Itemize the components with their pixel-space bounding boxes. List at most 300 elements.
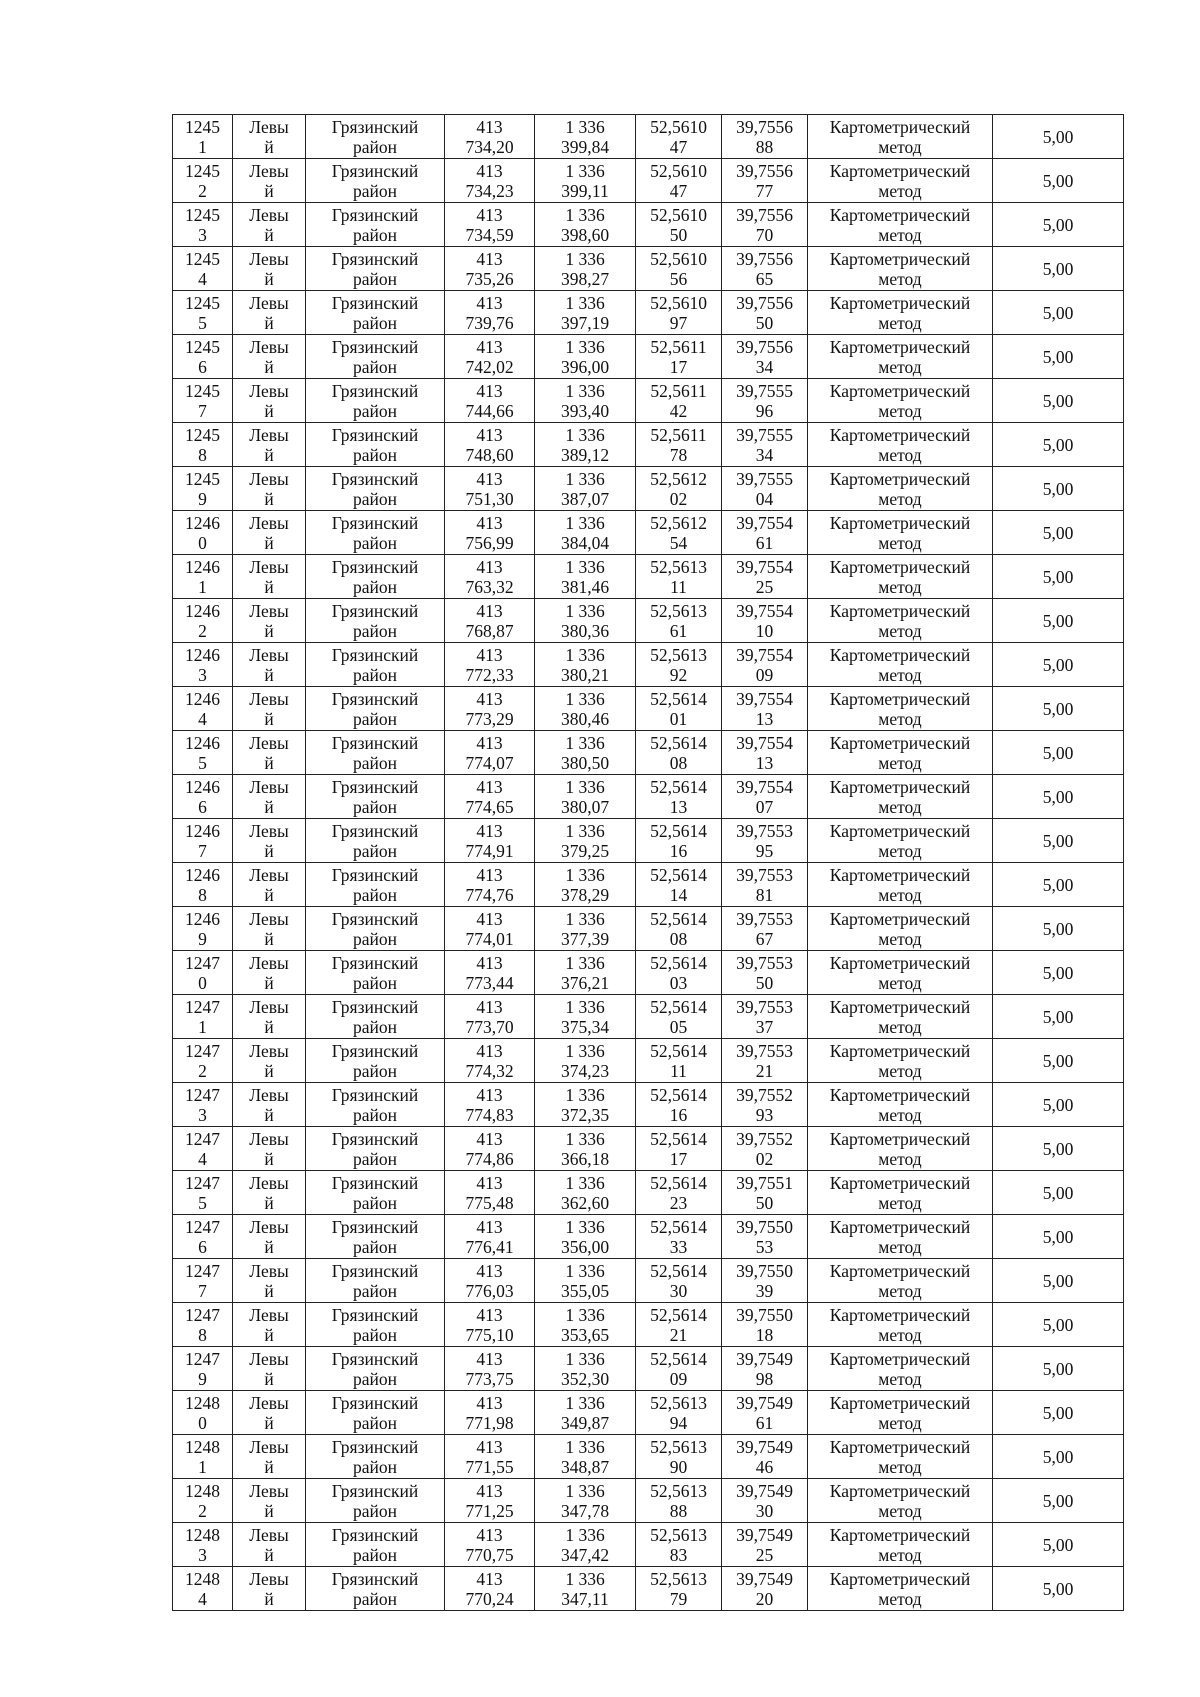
side-cell-line: й: [264, 181, 274, 201]
y-coordinate-cell-line: 374,23: [560, 1061, 610, 1081]
latitude-cell-line: 09: [669, 1369, 688, 1389]
x-coordinate-cell: [445, 951, 535, 995]
method-cell-line: метод: [878, 1149, 922, 1169]
y-coordinate-cell: [535, 599, 636, 643]
point-number-cell: [173, 423, 233, 467]
y-coordinate-cell-line: 393,40: [560, 401, 610, 421]
district-cell-line: Грязинский: [331, 469, 419, 489]
x-coordinate-cell-line: 774,65: [465, 797, 514, 817]
longitude-cell: [722, 1171, 808, 1215]
method-cell-line: метод: [878, 1545, 922, 1565]
latitude-cell: [636, 203, 722, 247]
latitude-cell-line: 52,5614: [650, 1129, 707, 1149]
latitude-cell-line: 52,5611: [650, 337, 707, 357]
y-coordinate-cell: [535, 247, 636, 291]
side-cell: [233, 1303, 306, 1347]
district-cell-line: район: [353, 137, 397, 157]
longitude-cell-line: 39,7549: [736, 1569, 793, 1589]
x-coordinate-cell-line: 413: [476, 1525, 503, 1545]
latitude-cell: [636, 555, 722, 599]
x-coordinate-cell-line: 413: [476, 205, 503, 225]
y-coordinate-cell: [535, 731, 636, 775]
x-coordinate-cell-line: 774,83: [465, 1105, 514, 1125]
district-cell-line: Грязинский: [331, 337, 419, 357]
side-cell: [233, 247, 306, 291]
latitude-cell: [636, 1391, 722, 1435]
side-cell-line: Левы: [249, 689, 289, 709]
point-number-cell: [173, 467, 233, 511]
district-cell: [306, 1479, 445, 1523]
point-number-cell-line: 1247: [185, 1217, 220, 1237]
district-cell-line: район: [353, 445, 397, 465]
side-cell-line: Левы: [249, 1129, 289, 1149]
district-cell-line: Грязинский: [331, 777, 419, 797]
x-coordinate-cell: [445, 731, 535, 775]
point-number-cell-line: 1246: [185, 777, 220, 797]
table-row: [173, 335, 1124, 379]
x-coordinate-cell-line: 773,29: [465, 709, 514, 729]
point-number-cell: [173, 643, 233, 687]
point-number-cell-line: 6: [198, 1237, 207, 1257]
x-coordinate-cell-line: 413: [476, 733, 503, 753]
longitude-cell-line: 53: [755, 1237, 774, 1257]
side-cell-line: Левы: [249, 249, 289, 269]
side-cell: [233, 511, 306, 555]
latitude-cell: [636, 467, 722, 511]
y-coordinate-cell-line: 380,46: [560, 709, 610, 729]
method-cell-line: Картометрический: [829, 1261, 971, 1281]
method-cell-line: Картометрический: [829, 205, 971, 225]
side-cell-line: Левы: [249, 601, 289, 621]
district-cell: [306, 1127, 445, 1171]
point-number-cell: [173, 775, 233, 819]
method-cell-line: метод: [878, 1105, 922, 1125]
longitude-cell-line: 39,7550: [736, 1261, 793, 1281]
side-cell-line: й: [264, 489, 274, 509]
x-coordinate-cell: [445, 1215, 535, 1259]
method-cell-line: Картометрический: [829, 1173, 971, 1193]
method-cell-line: метод: [878, 929, 922, 949]
latitude-cell-line: 52,5614: [650, 1085, 707, 1105]
district-cell-line: район: [353, 621, 397, 641]
latitude-cell-line: 52,5614: [650, 1173, 707, 1193]
method-cell: [808, 687, 993, 731]
y-coordinate-cell: [535, 1391, 636, 1435]
y-coordinate-cell: [535, 1083, 636, 1127]
district-cell: [306, 203, 445, 247]
x-coordinate-cell: [445, 819, 535, 863]
latitude-cell-line: 97: [669, 313, 688, 333]
latitude-cell-line: 01: [669, 709, 688, 729]
method-cell: [808, 379, 993, 423]
longitude-cell-line: 95: [755, 841, 774, 861]
x-coordinate-cell-line: 773,75: [465, 1369, 514, 1389]
longitude-cell-line: 30: [755, 1501, 774, 1521]
side-cell-line: й: [264, 225, 274, 245]
method-cell-line: Картометрический: [829, 1129, 971, 1149]
district-cell: [306, 599, 445, 643]
y-coordinate-cell-line: 380,07: [560, 797, 610, 817]
longitude-cell-line: 61: [755, 533, 774, 553]
method-cell-line: метод: [878, 885, 922, 905]
point-number-cell: [173, 1435, 233, 1479]
district-cell: [306, 1567, 445, 1611]
y-coordinate-cell: [535, 423, 636, 467]
district-cell: [306, 687, 445, 731]
method-cell-line: метод: [878, 1325, 922, 1345]
longitude-cell: [722, 643, 808, 687]
x-coordinate-cell: [445, 775, 535, 819]
side-cell-line: й: [264, 445, 274, 465]
x-coordinate-cell-line: 413: [476, 1569, 503, 1589]
district-cell: [306, 115, 445, 159]
side-cell-line: й: [264, 973, 274, 993]
latitude-cell-line: 52,5613: [650, 1437, 707, 1457]
point-number-cell-line: 2: [198, 621, 207, 641]
longitude-cell: [722, 247, 808, 291]
y-coordinate-cell-line: 1 336: [565, 513, 605, 533]
method-cell: [808, 1039, 993, 1083]
x-coordinate-cell-line: 413: [476, 997, 503, 1017]
latitude-cell-line: 52,5614: [650, 689, 707, 709]
point-number-cell-line: 4: [198, 709, 207, 729]
side-cell-line: Левы: [249, 997, 289, 1017]
latitude-cell: [636, 731, 722, 775]
point-number-cell-line: 1248: [185, 1481, 220, 1501]
district-cell-line: Грязинский: [331, 1481, 419, 1501]
side-cell: [233, 731, 306, 775]
district-cell-line: район: [353, 181, 397, 201]
point-number-cell-line: 6: [198, 797, 207, 817]
point-number-cell-line: 1247: [185, 1349, 220, 1369]
side-cell: [233, 643, 306, 687]
table-row: [173, 1215, 1124, 1259]
y-coordinate-cell-line: 381,46: [560, 577, 610, 597]
district-cell-line: Грязинский: [331, 1437, 419, 1457]
x-coordinate-cell-line: 756,99: [465, 533, 514, 553]
table-row: [173, 995, 1124, 1039]
side-cell-line: й: [264, 313, 274, 333]
district-cell-line: Грязинский: [331, 117, 419, 137]
method-cell: [808, 1083, 993, 1127]
method-cell: [808, 1523, 993, 1567]
y-coordinate-cell-line: 356,00: [560, 1237, 610, 1257]
x-coordinate-cell-line: 771,98: [465, 1413, 514, 1433]
x-coordinate-cell-line: 774,76: [465, 885, 514, 905]
longitude-cell-line: 39,7549: [736, 1481, 793, 1501]
table-row: [173, 819, 1124, 863]
longitude-cell-line: 09: [755, 665, 774, 685]
method-cell: [808, 247, 993, 291]
longitude-cell: [722, 1523, 808, 1567]
longitude-cell-line: 39,7553: [736, 821, 793, 841]
side-cell-line: Левы: [249, 1085, 289, 1105]
latitude-cell-line: 05: [669, 1017, 688, 1037]
latitude-cell: [636, 819, 722, 863]
y-coordinate-cell: [535, 467, 636, 511]
latitude-cell: [636, 1479, 722, 1523]
side-cell-line: Левы: [249, 1261, 289, 1281]
district-cell: [306, 247, 445, 291]
side-cell: [233, 423, 306, 467]
x-coordinate-cell-line: 776,41: [465, 1237, 514, 1257]
precision-cell: 5,00: [993, 863, 1124, 907]
y-coordinate-cell-line: 1 336: [565, 381, 605, 401]
precision-cell: 5,00: [993, 203, 1124, 247]
point-number-cell: [173, 1523, 233, 1567]
latitude-cell: [636, 159, 722, 203]
method-cell: [808, 467, 993, 511]
side-cell-line: й: [264, 1545, 274, 1565]
point-number-cell-line: 1247: [185, 1173, 220, 1193]
x-coordinate-cell-line: 413: [476, 689, 503, 709]
latitude-cell: [636, 1215, 722, 1259]
x-coordinate-cell-line: 413: [476, 865, 503, 885]
coordinates-table: [172, 114, 1124, 1611]
method-cell-line: метод: [878, 1413, 922, 1433]
side-cell-line: й: [264, 1149, 274, 1169]
latitude-cell-line: 56: [669, 269, 688, 289]
x-coordinate-cell-line: 413: [476, 953, 503, 973]
longitude-cell: [722, 907, 808, 951]
latitude-cell-line: 33: [669, 1237, 688, 1257]
table-row: [173, 863, 1124, 907]
longitude-cell-line: 70: [755, 225, 774, 245]
latitude-cell: [636, 1259, 722, 1303]
latitude-cell: [636, 423, 722, 467]
y-coordinate-cell-line: 399,11: [561, 181, 609, 201]
y-coordinate-cell-line: 1 336: [565, 733, 605, 753]
point-number-cell-line: 1245: [185, 293, 220, 313]
y-coordinate-cell-line: 1 336: [565, 293, 605, 313]
longitude-cell-line: 39,7556: [736, 205, 793, 225]
y-coordinate-cell: [535, 379, 636, 423]
side-cell: [233, 687, 306, 731]
point-number-cell-line: 3: [198, 1105, 207, 1125]
x-coordinate-cell: [445, 1127, 535, 1171]
point-number-cell-line: 1245: [185, 205, 220, 225]
x-coordinate-cell-line: 771,55: [465, 1457, 514, 1477]
y-coordinate-cell-line: 1 336: [565, 821, 605, 841]
longitude-cell-line: 02: [755, 1149, 774, 1169]
district-cell-line: Грязинский: [331, 865, 419, 885]
table-row: [173, 291, 1124, 335]
y-coordinate-cell: [535, 159, 636, 203]
district-cell-line: Грязинский: [331, 293, 419, 313]
y-coordinate-cell-line: 1 336: [565, 337, 605, 357]
latitude-cell-line: 52,5611: [650, 381, 707, 401]
table-row: [173, 731, 1124, 775]
latitude-cell-line: 42: [669, 401, 688, 421]
x-coordinate-cell-line: 734,23: [465, 181, 514, 201]
district-cell: [306, 1391, 445, 1435]
y-coordinate-cell: [535, 1259, 636, 1303]
method-cell-line: Картометрический: [829, 1349, 971, 1369]
method-cell-line: Картометрический: [829, 1217, 971, 1237]
x-coordinate-cell: [445, 1435, 535, 1479]
point-number-cell: [173, 599, 233, 643]
district-cell-line: район: [353, 885, 397, 905]
district-cell-line: Грязинский: [331, 1393, 419, 1413]
x-coordinate-cell: [445, 115, 535, 159]
precision-cell: 5,00: [993, 731, 1124, 775]
district-cell: [306, 731, 445, 775]
y-coordinate-cell-line: 1 336: [565, 1393, 605, 1413]
longitude-cell: [722, 1435, 808, 1479]
precision-cell: 5,00: [993, 1303, 1124, 1347]
y-coordinate-cell-line: 349,87: [560, 1413, 610, 1433]
district-cell: [306, 1435, 445, 1479]
point-number-cell-line: 1247: [185, 1305, 220, 1325]
district-cell: [306, 995, 445, 1039]
point-number-cell-line: 3: [198, 665, 207, 685]
point-number-cell-line: 8: [198, 885, 207, 905]
district-cell-line: Грязинский: [331, 1305, 419, 1325]
method-cell-line: метод: [878, 797, 922, 817]
y-coordinate-cell: [535, 1215, 636, 1259]
district-cell-line: Грязинский: [331, 909, 419, 929]
latitude-cell: [636, 335, 722, 379]
table-row: [173, 1259, 1124, 1303]
longitude-cell-line: 39,7555: [736, 381, 793, 401]
table-row: [173, 1391, 1124, 1435]
point-number-cell: [173, 203, 233, 247]
side-cell-line: й: [264, 269, 274, 289]
table-row: [173, 159, 1124, 203]
precision-cell: 5,00: [993, 1479, 1124, 1523]
latitude-cell-line: 50: [669, 225, 688, 245]
x-coordinate-cell: [445, 203, 535, 247]
x-coordinate-cell-line: 776,03: [465, 1281, 514, 1301]
x-coordinate-cell-line: 763,32: [465, 577, 514, 597]
precision-cell: 5,00: [993, 511, 1124, 555]
longitude-cell-line: 50: [755, 313, 774, 333]
longitude-cell: [722, 291, 808, 335]
method-cell-line: метод: [878, 445, 922, 465]
latitude-cell-line: 30: [669, 1281, 688, 1301]
y-coordinate-cell-line: 1 336: [565, 1217, 605, 1237]
table-row: [173, 467, 1124, 511]
method-cell-line: метод: [878, 1061, 922, 1081]
latitude-cell-line: 54: [669, 533, 688, 553]
side-cell-line: Левы: [249, 337, 289, 357]
longitude-cell-line: 39,7549: [736, 1437, 793, 1457]
point-number-cell: [173, 159, 233, 203]
side-cell-line: й: [264, 357, 274, 377]
x-coordinate-cell-line: 413: [476, 909, 503, 929]
point-number-cell: [173, 1479, 233, 1523]
point-number-cell-line: 1245: [185, 117, 220, 137]
longitude-cell: [722, 1083, 808, 1127]
y-coordinate-cell-line: 380,50: [560, 753, 610, 773]
method-cell: [808, 1171, 993, 1215]
district-cell-line: район: [353, 1501, 397, 1521]
longitude-cell: [722, 951, 808, 995]
side-cell: [233, 1215, 306, 1259]
y-coordinate-cell-line: 372,35: [560, 1105, 610, 1125]
point-number-cell-line: 1246: [185, 733, 220, 753]
x-coordinate-cell-line: 413: [476, 1349, 503, 1369]
longitude-cell: [722, 995, 808, 1039]
district-cell: [306, 1171, 445, 1215]
latitude-cell-line: 52,5614: [650, 1217, 707, 1237]
method-cell-line: Картометрический: [829, 161, 971, 181]
district-cell-line: Грязинский: [331, 821, 419, 841]
district-cell-line: Грязинский: [331, 249, 419, 269]
y-coordinate-cell: [535, 819, 636, 863]
longitude-cell: [722, 335, 808, 379]
y-coordinate-cell-line: 1 336: [565, 909, 605, 929]
longitude-cell-line: 50: [755, 1193, 774, 1213]
precision-cell: 5,00: [993, 379, 1124, 423]
longitude-cell-line: 39,7556: [736, 161, 793, 181]
longitude-cell-line: 39,7549: [736, 1349, 793, 1369]
x-coordinate-cell-line: 413: [476, 249, 503, 269]
method-cell-line: метод: [878, 1017, 922, 1037]
district-cell-line: Грязинский: [331, 997, 419, 1017]
district-cell: [306, 907, 445, 951]
side-cell-line: Левы: [249, 1393, 289, 1413]
point-number-cell-line: 1246: [185, 821, 220, 841]
latitude-cell: [636, 1435, 722, 1479]
x-coordinate-cell-line: 413: [476, 513, 503, 533]
side-cell-line: й: [264, 1193, 274, 1213]
method-cell: [808, 995, 993, 1039]
latitude-cell-line: 52,5614: [650, 1305, 707, 1325]
y-coordinate-cell-line: 397,19: [560, 313, 610, 333]
district-cell-line: район: [353, 313, 397, 333]
x-coordinate-cell-line: 734,59: [465, 225, 514, 245]
point-number-cell-line: 7: [198, 401, 207, 421]
method-cell-line: Картометрический: [829, 1393, 971, 1413]
side-cell-line: Левы: [249, 1525, 289, 1545]
x-coordinate-cell-line: 413: [476, 1041, 503, 1061]
latitude-cell: [636, 1303, 722, 1347]
precision-cell: 5,00: [993, 1039, 1124, 1083]
method-cell-line: метод: [878, 1501, 922, 1521]
district-cell-line: Грязинский: [331, 689, 419, 709]
y-coordinate-cell-line: 1 336: [565, 1041, 605, 1061]
longitude-cell-line: 39,7553: [736, 865, 793, 885]
method-cell-line: Картометрический: [829, 1481, 971, 1501]
point-number-cell: [173, 687, 233, 731]
point-number-cell: [173, 863, 233, 907]
y-coordinate-cell-line: 347,42: [560, 1545, 610, 1565]
precision-cell: 5,00: [993, 555, 1124, 599]
district-cell-line: Грязинский: [331, 645, 419, 665]
point-number-cell-line: 6: [198, 357, 207, 377]
method-cell: [808, 731, 993, 775]
latitude-cell-line: 02: [669, 489, 688, 509]
side-cell: [233, 819, 306, 863]
method-cell: [808, 819, 993, 863]
x-coordinate-cell: [445, 1039, 535, 1083]
table-row: [173, 115, 1124, 159]
district-cell-line: Грязинский: [331, 1129, 419, 1149]
latitude-cell-line: 52,5611: [650, 425, 707, 445]
side-cell-line: й: [264, 753, 274, 773]
y-coordinate-cell-line: 1 336: [565, 865, 605, 885]
longitude-cell: [722, 1039, 808, 1083]
method-cell-line: Картометрический: [829, 1525, 971, 1545]
side-cell-line: й: [264, 1017, 274, 1037]
method-cell-line: метод: [878, 1193, 922, 1213]
x-coordinate-cell-line: 768,87: [465, 621, 514, 641]
point-number-cell-line: 8: [198, 1325, 207, 1345]
precision-cell: 5,00: [993, 291, 1124, 335]
x-coordinate-cell-line: 413: [476, 381, 503, 401]
x-coordinate-cell: [445, 863, 535, 907]
